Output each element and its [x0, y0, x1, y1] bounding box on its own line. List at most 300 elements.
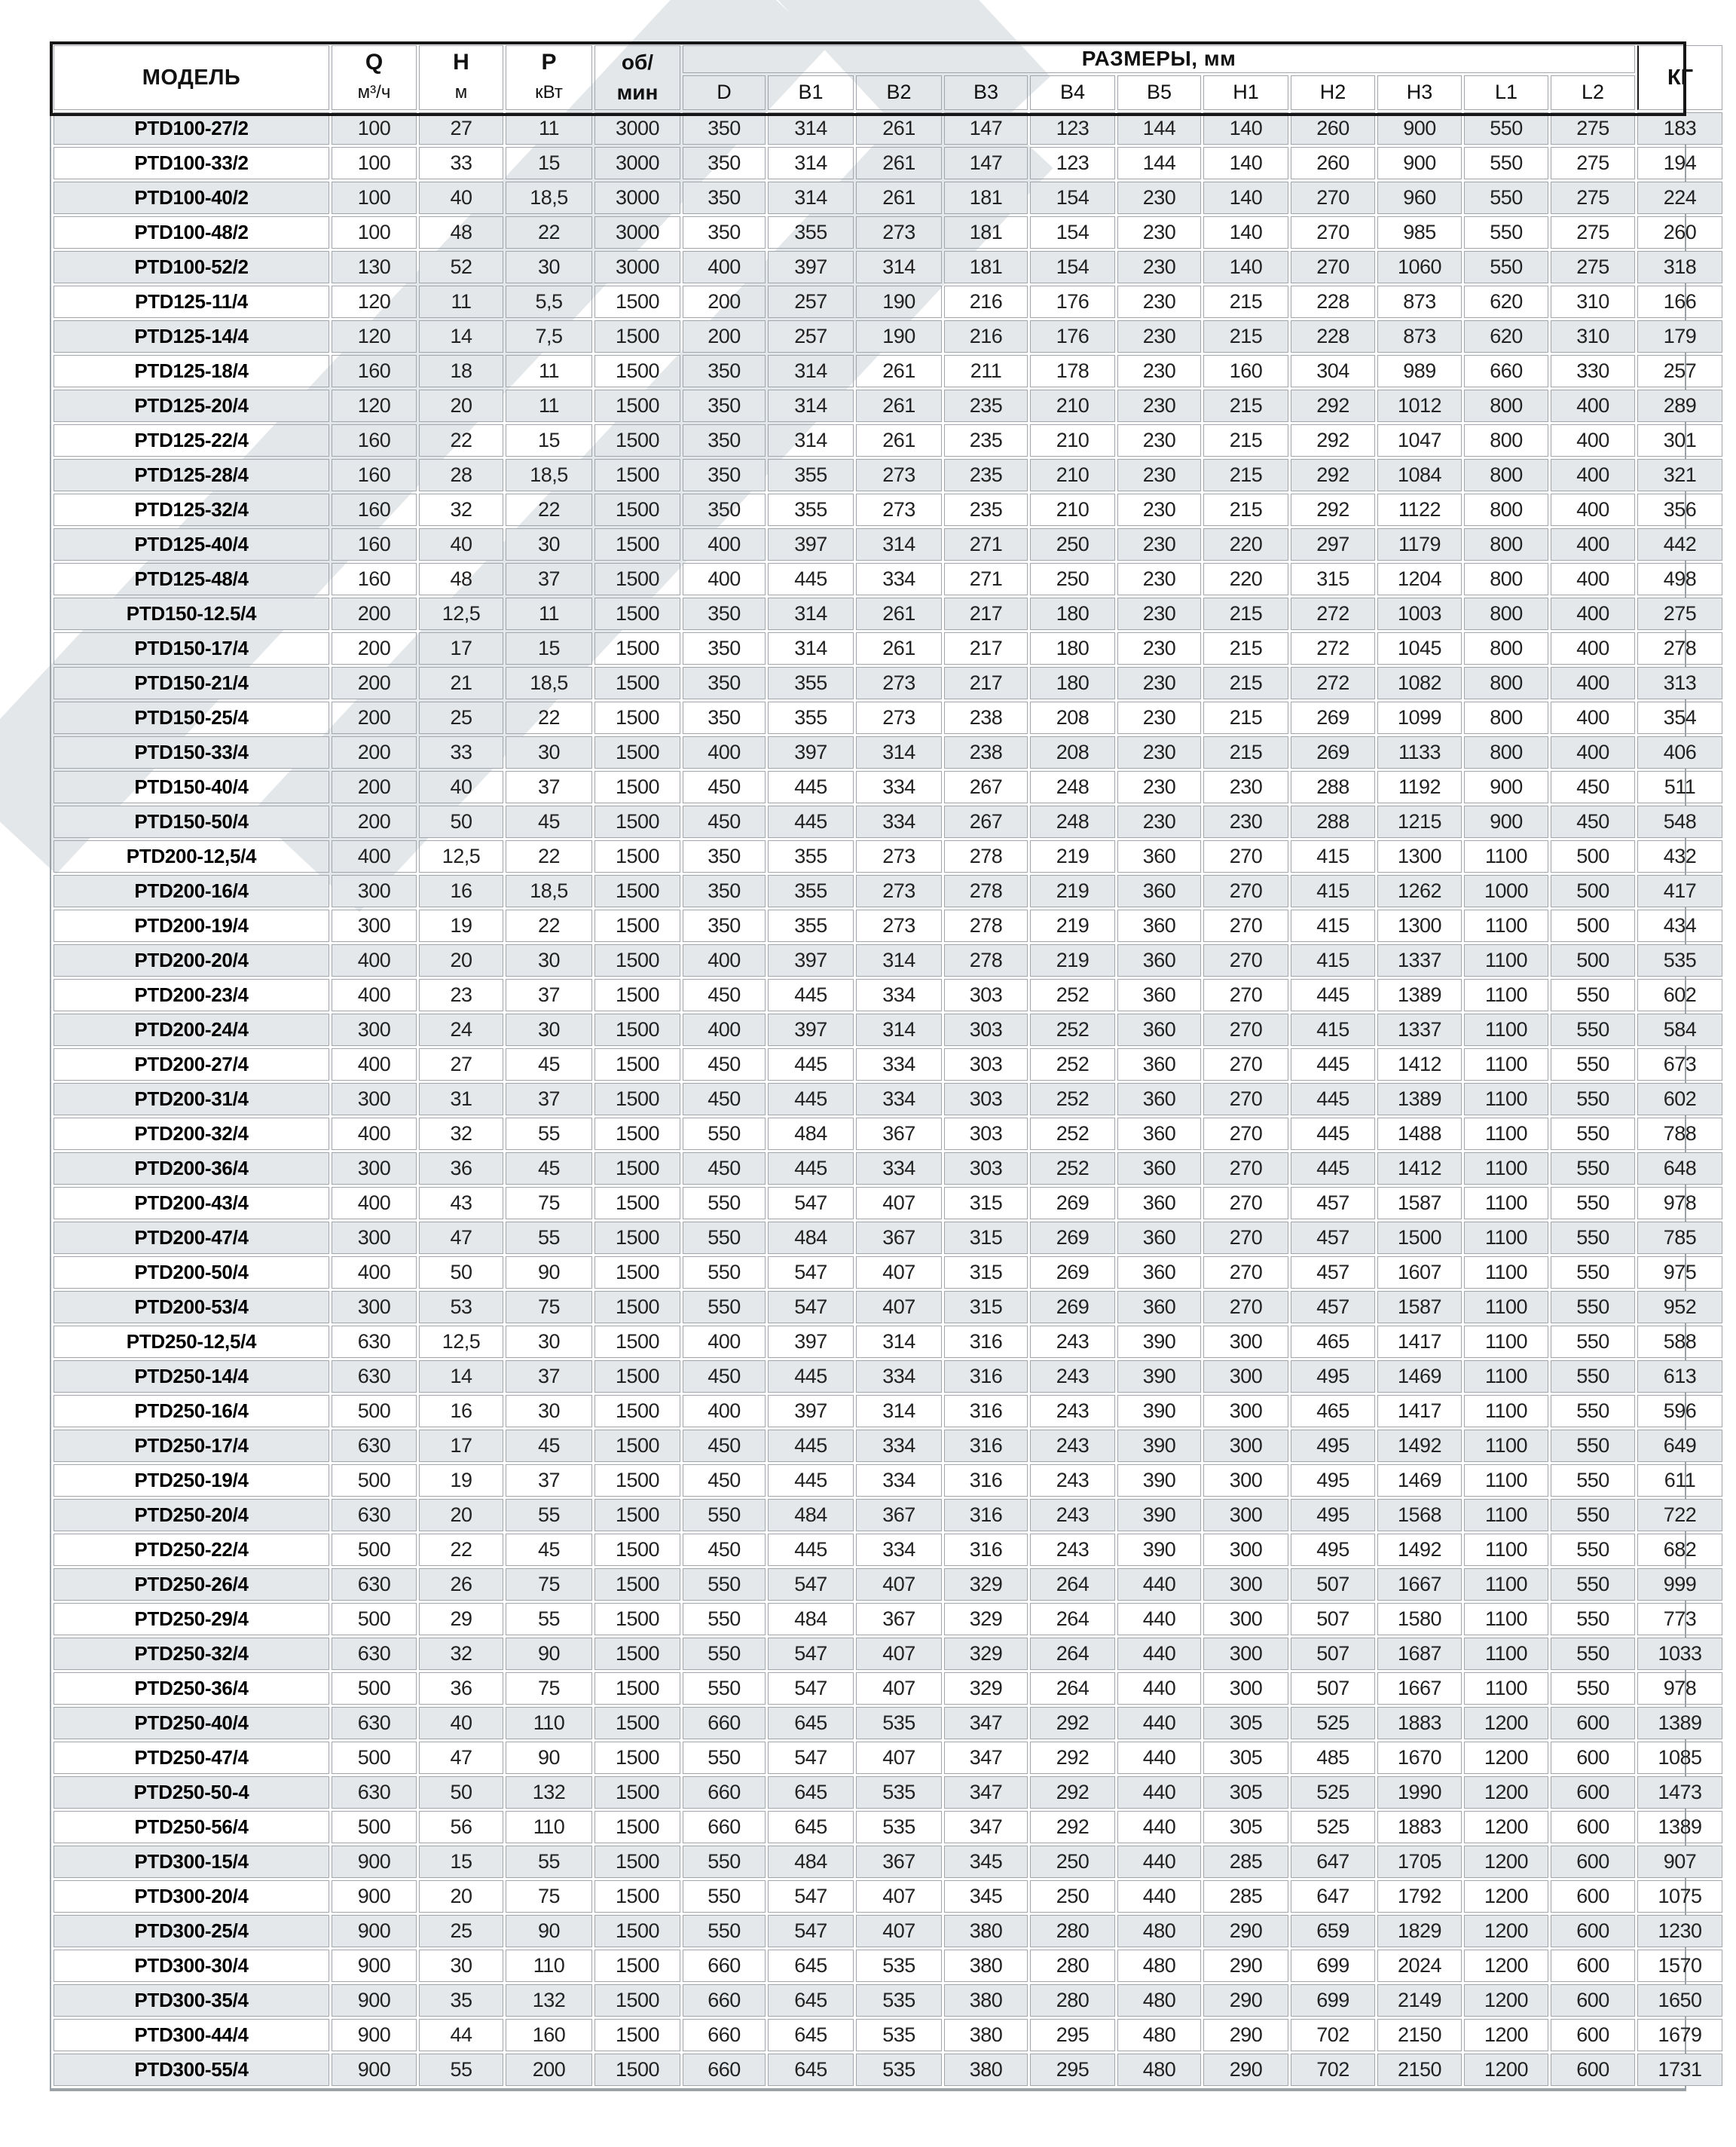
value-cell: 29 — [419, 1603, 503, 1635]
value-cell: 292 — [1291, 459, 1375, 491]
model-cell: PTD250-19/4 — [53, 1464, 329, 1497]
value-cell: 329 — [944, 1568, 1028, 1601]
value-cell: 1085 — [1637, 1742, 1722, 1774]
table-row — [53, 1256, 1722, 1289]
table-row — [53, 632, 1722, 665]
value-cell: 295 — [1030, 2054, 1115, 2086]
value-cell: 660 — [683, 1950, 766, 1982]
value-cell: 1082 — [1377, 667, 1462, 699]
value-cell: 1300 — [1377, 910, 1462, 942]
value-cell: 1122 — [1377, 494, 1462, 526]
value-cell: 498 — [1637, 563, 1722, 595]
value-cell: 550 — [683, 1742, 766, 1774]
col-header-h3: H3 — [1377, 75, 1462, 110]
value-cell: 1500 — [594, 1083, 680, 1115]
value-cell: 550 — [1551, 979, 1635, 1011]
value-cell: 314 — [768, 424, 854, 457]
value-cell: 12,5 — [419, 1326, 503, 1358]
value-cell: 230 — [1117, 390, 1201, 422]
col-header-h1: H1 — [1203, 75, 1288, 110]
table-row — [53, 424, 1722, 457]
model-cell: PTD250-14/4 — [53, 1360, 329, 1393]
value-cell: 269 — [1291, 736, 1375, 769]
value-cell: 160 — [332, 563, 417, 595]
value-cell: 300 — [1203, 1326, 1288, 1358]
value-cell: 235 — [944, 390, 1028, 422]
value-cell: 550 — [1551, 1395, 1635, 1427]
value-cell: 334 — [856, 806, 942, 838]
table-row — [53, 1776, 1722, 1809]
value-cell: 1500 — [594, 286, 680, 318]
value-cell: 550 — [1551, 1222, 1635, 1254]
value-cell: 180 — [1030, 667, 1115, 699]
value-cell: 360 — [1117, 1152, 1201, 1185]
value-cell: 442 — [1637, 528, 1722, 561]
value-cell: 1500 — [594, 1256, 680, 1289]
value-cell: 315 — [1291, 563, 1375, 595]
value-cell: 360 — [1117, 944, 1201, 977]
value-cell: 445 — [768, 1048, 854, 1081]
value-cell: 230 — [1117, 598, 1201, 630]
value-cell: 264 — [1030, 1603, 1115, 1635]
value-cell: 230 — [1117, 459, 1201, 491]
value-cell: 30 — [506, 1326, 592, 1358]
value-cell: 1488 — [1377, 1118, 1462, 1150]
value-cell: 800 — [1464, 424, 1548, 457]
value-cell: 550 — [683, 1846, 766, 1878]
table-row — [53, 1707, 1722, 1739]
value-cell: 330 — [1551, 355, 1635, 387]
table-row — [53, 1742, 1722, 1774]
value-cell: 270 — [1203, 1222, 1288, 1254]
value-cell: 1492 — [1377, 1534, 1462, 1566]
value-cell: 289 — [1637, 390, 1722, 422]
value-cell: 250 — [1030, 563, 1115, 595]
value-cell: 215 — [1203, 459, 1288, 491]
head-unit: м — [454, 82, 468, 102]
value-cell: 110 — [506, 1811, 592, 1843]
model-cell: PTD200-43/4 — [53, 1187, 329, 1219]
value-cell: 235 — [944, 459, 1028, 491]
value-cell: 305 — [1203, 1776, 1288, 1809]
value-cell: 1337 — [1377, 944, 1462, 977]
value-cell: 535 — [1637, 944, 1722, 977]
value-cell: 1500 — [594, 1742, 680, 1774]
value-cell: 630 — [332, 1707, 417, 1739]
value-cell: 602 — [1637, 1083, 1722, 1115]
value-cell: 1570 — [1637, 1950, 1722, 1982]
value-cell: 47 — [419, 1742, 503, 1774]
value-cell: 1100 — [1464, 1568, 1548, 1601]
value-cell: 800 — [1464, 459, 1548, 491]
value-cell: 180 — [1030, 632, 1115, 665]
value-cell: 7,5 — [506, 320, 592, 353]
model-cell: PTD300-20/4 — [53, 1880, 329, 1913]
value-cell: 1500 — [594, 1915, 680, 1947]
value-cell: 50 — [419, 1256, 503, 1289]
value-cell: 217 — [944, 667, 1028, 699]
value-cell: 310 — [1551, 320, 1635, 353]
value-cell: 230 — [1117, 494, 1201, 526]
value-cell: 390 — [1117, 1326, 1201, 1358]
value-cell: 400 — [683, 944, 766, 977]
value-cell: 525 — [1291, 1776, 1375, 1809]
value-cell: 230 — [1117, 632, 1201, 665]
value-cell: 873 — [1377, 286, 1462, 318]
value-cell: 432 — [1637, 840, 1722, 873]
value-cell: 1100 — [1464, 1014, 1548, 1046]
value-cell: 243 — [1030, 1326, 1115, 1358]
value-cell: 18,5 — [506, 875, 592, 907]
value-cell: 1500 — [594, 1950, 680, 1982]
value-cell: 645 — [768, 1707, 854, 1739]
value-cell: 511 — [1637, 771, 1722, 803]
value-cell: 1670 — [1377, 1742, 1462, 1774]
value-cell: 1500 — [594, 2019, 680, 2051]
value-cell: 147 — [944, 112, 1028, 145]
value-cell: 397 — [768, 736, 854, 769]
value-cell: 550 — [1464, 112, 1548, 145]
value-cell: 230 — [1203, 806, 1288, 838]
model-cell: PTD150-50/4 — [53, 806, 329, 838]
value-cell: 100 — [332, 216, 417, 249]
value-cell: 219 — [1030, 875, 1115, 907]
value-cell: 200 — [332, 702, 417, 734]
value-cell: 347 — [944, 1742, 1028, 1774]
model-cell: PTD125-14/4 — [53, 320, 329, 353]
value-cell: 535 — [856, 1984, 942, 2017]
value-cell: 273 — [856, 840, 942, 873]
value-cell: 445 — [1291, 1048, 1375, 1081]
model-cell: PTD250-40/4 — [53, 1707, 329, 1739]
value-cell: 1469 — [1377, 1464, 1462, 1497]
table-row — [53, 112, 1722, 145]
value-cell: 230 — [1117, 355, 1201, 387]
value-cell: 316 — [944, 1395, 1028, 1427]
table-row — [53, 598, 1722, 630]
value-cell: 350 — [683, 910, 766, 942]
value-cell: 37 — [506, 1360, 592, 1393]
value-cell: 280 — [1030, 1950, 1115, 1982]
value-cell: 1500 — [594, 1430, 680, 1462]
value-cell: 216 — [944, 286, 1028, 318]
table-row — [53, 1048, 1722, 1081]
value-cell: 300 — [1203, 1568, 1288, 1601]
value-cell: 445 — [768, 1534, 854, 1566]
value-cell: 645 — [768, 2019, 854, 2051]
value-cell: 313 — [1637, 667, 1722, 699]
value-cell: 1500 — [594, 1291, 680, 1323]
value-cell: 1100 — [1464, 1499, 1548, 1531]
value-cell: 445 — [768, 806, 854, 838]
value-cell: 702 — [1291, 2054, 1375, 2086]
value-cell: 215 — [1203, 598, 1288, 630]
value-cell: 1100 — [1464, 1360, 1548, 1393]
value-cell: 1200 — [1464, 1742, 1548, 1774]
value-cell: 1500 — [594, 944, 680, 977]
value-cell: 1500 — [594, 1360, 680, 1393]
value-cell: 660 — [1464, 355, 1548, 387]
value-cell: 261 — [856, 182, 942, 214]
table-row — [53, 1638, 1722, 1670]
table-row — [53, 1880, 1722, 1913]
value-cell: 550 — [683, 1187, 766, 1219]
value-cell: 300 — [332, 1152, 417, 1185]
table-row — [53, 182, 1722, 214]
value-cell: 400 — [1551, 494, 1635, 526]
model-cell: PTD300-55/4 — [53, 2054, 329, 2086]
value-cell: 500 — [332, 1672, 417, 1705]
value-cell: 800 — [1464, 563, 1548, 595]
value-cell: 630 — [332, 1360, 417, 1393]
value-cell: 243 — [1030, 1360, 1115, 1393]
value-cell: 14 — [419, 1360, 503, 1393]
value-cell: 334 — [856, 1048, 942, 1081]
value-cell: 1731 — [1637, 2054, 1722, 2086]
value-cell: 1500 — [594, 1464, 680, 1497]
value-cell: 1650 — [1637, 1984, 1722, 2017]
value-cell: 300 — [1203, 1499, 1288, 1531]
value-cell: 596 — [1637, 1395, 1722, 1427]
value-cell: 360 — [1117, 1048, 1201, 1081]
value-cell: 550 — [1551, 1464, 1635, 1497]
value-cell: 1500 — [594, 1014, 680, 1046]
value-cell: 400 — [1551, 702, 1635, 734]
value-cell: 900 — [332, 1880, 417, 1913]
value-cell: 347 — [944, 1776, 1028, 1809]
model-cell: PTD250-50-4 — [53, 1776, 329, 1809]
value-cell: 32 — [419, 1118, 503, 1150]
value-cell: 480 — [1117, 2054, 1201, 2086]
value-cell: 27 — [419, 1048, 503, 1081]
model-cell: PTD150-21/4 — [53, 667, 329, 699]
table-row — [53, 1083, 1722, 1115]
model-cell: PTD200-23/4 — [53, 979, 329, 1011]
value-cell: 278 — [944, 840, 1028, 873]
value-cell: 1500 — [594, 1534, 680, 1566]
value-cell: 292 — [1030, 1776, 1115, 1809]
value-cell: 400 — [332, 1187, 417, 1219]
value-cell: 500 — [1551, 910, 1635, 942]
value-cell: 445 — [768, 771, 854, 803]
value-cell: 230 — [1117, 806, 1201, 838]
value-cell: 270 — [1203, 1048, 1288, 1081]
value-cell: 445 — [768, 1430, 854, 1462]
value-cell: 200 — [332, 667, 417, 699]
value-cell: 314 — [768, 182, 854, 214]
value-cell: 230 — [1117, 702, 1201, 734]
value-cell: 22 — [506, 494, 592, 526]
table-row — [53, 251, 1722, 283]
value-cell: 1100 — [1464, 1256, 1548, 1289]
value-cell: 5,5 — [506, 286, 592, 318]
value-cell: 445 — [768, 1152, 854, 1185]
col-header-l1: L1 — [1464, 75, 1548, 110]
value-cell: 415 — [1291, 910, 1375, 942]
value-cell: 40 — [419, 182, 503, 214]
value-cell: 257 — [768, 320, 854, 353]
value-cell: 550 — [1551, 1152, 1635, 1185]
value-cell: 550 — [683, 1291, 766, 1323]
value-cell: 1045 — [1377, 632, 1462, 665]
value-cell: 350 — [683, 840, 766, 873]
value-cell: 440 — [1117, 1846, 1201, 1878]
model-cell: PTD125-11/4 — [53, 286, 329, 318]
value-cell: 907 — [1637, 1846, 1722, 1878]
table-row — [53, 1222, 1722, 1254]
value-cell: 397 — [768, 1395, 854, 1427]
value-cell: 314 — [768, 112, 854, 145]
value-cell: 584 — [1637, 1014, 1722, 1046]
value-cell: 407 — [856, 1915, 942, 1947]
value-cell: 445 — [1291, 979, 1375, 1011]
value-cell: 1500 — [1377, 1222, 1462, 1254]
value-cell: 900 — [332, 1984, 417, 2017]
model-cell: PTD150-33/4 — [53, 736, 329, 769]
value-cell: 434 — [1637, 910, 1722, 942]
value-cell: 550 — [1464, 182, 1548, 214]
value-cell: 600 — [1551, 1950, 1635, 1982]
value-cell: 500 — [332, 1742, 417, 1774]
value-cell: 360 — [1117, 840, 1201, 873]
value-cell: 1500 — [594, 1672, 680, 1705]
power-symbol: Р — [541, 50, 557, 75]
model-cell: PTD200-24/4 — [53, 1014, 329, 1046]
value-cell: 27 — [419, 112, 503, 145]
value-cell: 645 — [768, 1776, 854, 1809]
value-cell: 450 — [683, 1430, 766, 1462]
table-row — [53, 2054, 1722, 2086]
value-cell: 450 — [683, 1083, 766, 1115]
value-cell: 1607 — [1377, 1256, 1462, 1289]
value-cell: 978 — [1637, 1187, 1722, 1219]
value-cell: 270 — [1203, 1256, 1288, 1289]
value-cell: 699 — [1291, 1984, 1375, 2017]
model-cell: PTD250-32/4 — [53, 1638, 329, 1670]
value-cell: 30 — [506, 736, 592, 769]
model-cell: PTD200-47/4 — [53, 1222, 329, 1254]
value-cell: 1133 — [1377, 736, 1462, 769]
value-cell: 547 — [768, 1187, 854, 1219]
value-cell: 507 — [1291, 1638, 1375, 1670]
value-cell: 400 — [683, 1014, 766, 1046]
value-cell: 1500 — [594, 1880, 680, 1913]
col-header-flow — [332, 45, 417, 110]
value-cell: 682 — [1637, 1534, 1722, 1566]
model-cell: PTD125-20/4 — [53, 390, 329, 422]
value-cell: 347 — [944, 1811, 1028, 1843]
value-cell: 45 — [506, 1534, 592, 1566]
value-cell: 1417 — [1377, 1395, 1462, 1427]
value-cell: 160 — [332, 424, 417, 457]
value-cell: 800 — [1464, 494, 1548, 526]
value-cell: 550 — [1551, 1083, 1635, 1115]
value-cell: 1500 — [594, 1638, 680, 1670]
value-cell: 360 — [1117, 1222, 1201, 1254]
value-cell: 75 — [506, 1291, 592, 1323]
value-cell: 550 — [683, 1638, 766, 1670]
value-cell: 1000 — [1464, 875, 1548, 907]
value-cell: 160 — [506, 2019, 592, 2051]
value-cell: 484 — [768, 1499, 854, 1531]
value-cell: 19 — [419, 910, 503, 942]
value-cell: 15 — [506, 147, 592, 179]
value-cell: 292 — [1291, 424, 1375, 457]
value-cell: 547 — [768, 1915, 854, 1947]
value-cell: 660 — [683, 2054, 766, 2086]
table-row — [53, 875, 1722, 907]
model-cell: PTD125-32/4 — [53, 494, 329, 526]
value-cell: 181 — [944, 251, 1028, 283]
value-cell: 25 — [419, 702, 503, 734]
value-cell: 45 — [506, 1152, 592, 1185]
table-row — [53, 1187, 1722, 1219]
value-cell: 457 — [1291, 1291, 1375, 1323]
value-cell: 243 — [1030, 1464, 1115, 1497]
value-cell: 548 — [1637, 806, 1722, 838]
value-cell: 1667 — [1377, 1568, 1462, 1601]
value-cell: 380 — [944, 1950, 1028, 1982]
model-cell: PTD250-29/4 — [53, 1603, 329, 1635]
value-cell: 334 — [856, 1430, 942, 1462]
value-cell: 260 — [1291, 147, 1375, 179]
value-cell: 300 — [1203, 1672, 1288, 1705]
value-cell: 1204 — [1377, 563, 1462, 595]
value-cell: 37 — [506, 771, 592, 803]
value-cell: 140 — [1203, 251, 1288, 283]
value-cell: 390 — [1117, 1464, 1201, 1497]
model-cell: PTD200-27/4 — [53, 1048, 329, 1081]
value-cell: 314 — [856, 736, 942, 769]
value-cell: 243 — [1030, 1499, 1115, 1531]
value-cell: 952 — [1637, 1291, 1722, 1323]
table-row — [53, 494, 1722, 526]
value-cell: 230 — [1117, 424, 1201, 457]
value-cell: 465 — [1291, 1326, 1375, 1358]
value-cell: 550 — [1551, 1256, 1635, 1289]
value-cell: 52 — [419, 251, 503, 283]
value-cell: 1500 — [594, 1222, 680, 1254]
value-cell: 445 — [1291, 1152, 1375, 1185]
value-cell: 278 — [1637, 632, 1722, 665]
value-cell: 220 — [1203, 528, 1288, 561]
value-cell: 314 — [856, 1395, 942, 1427]
value-cell: 310 — [1551, 286, 1635, 318]
value-cell: 550 — [683, 1880, 766, 1913]
value-cell: 2024 — [1377, 1950, 1462, 1982]
value-cell: 400 — [1551, 632, 1635, 665]
value-cell: 120 — [332, 390, 417, 422]
value-cell: 215 — [1203, 632, 1288, 665]
value-cell: 230 — [1117, 667, 1201, 699]
value-cell: 270 — [1203, 944, 1288, 977]
value-cell: 200 — [683, 320, 766, 353]
value-cell: 440 — [1117, 1568, 1201, 1601]
value-cell: 15 — [506, 424, 592, 457]
value-cell: 1500 — [594, 1152, 680, 1185]
value-cell: 647 — [1291, 1880, 1375, 1913]
model-cell: PTD250-12,5/4 — [53, 1326, 329, 1358]
value-cell: 160 — [332, 528, 417, 561]
value-cell: 22 — [506, 840, 592, 873]
table-row — [53, 979, 1722, 1011]
value-cell: 800 — [1464, 702, 1548, 734]
value-cell: 288 — [1291, 771, 1375, 803]
model-cell: PTD200-32/4 — [53, 1118, 329, 1150]
value-cell: 48 — [419, 563, 503, 595]
value-cell: 200 — [683, 286, 766, 318]
value-cell: 659 — [1291, 1915, 1375, 1947]
